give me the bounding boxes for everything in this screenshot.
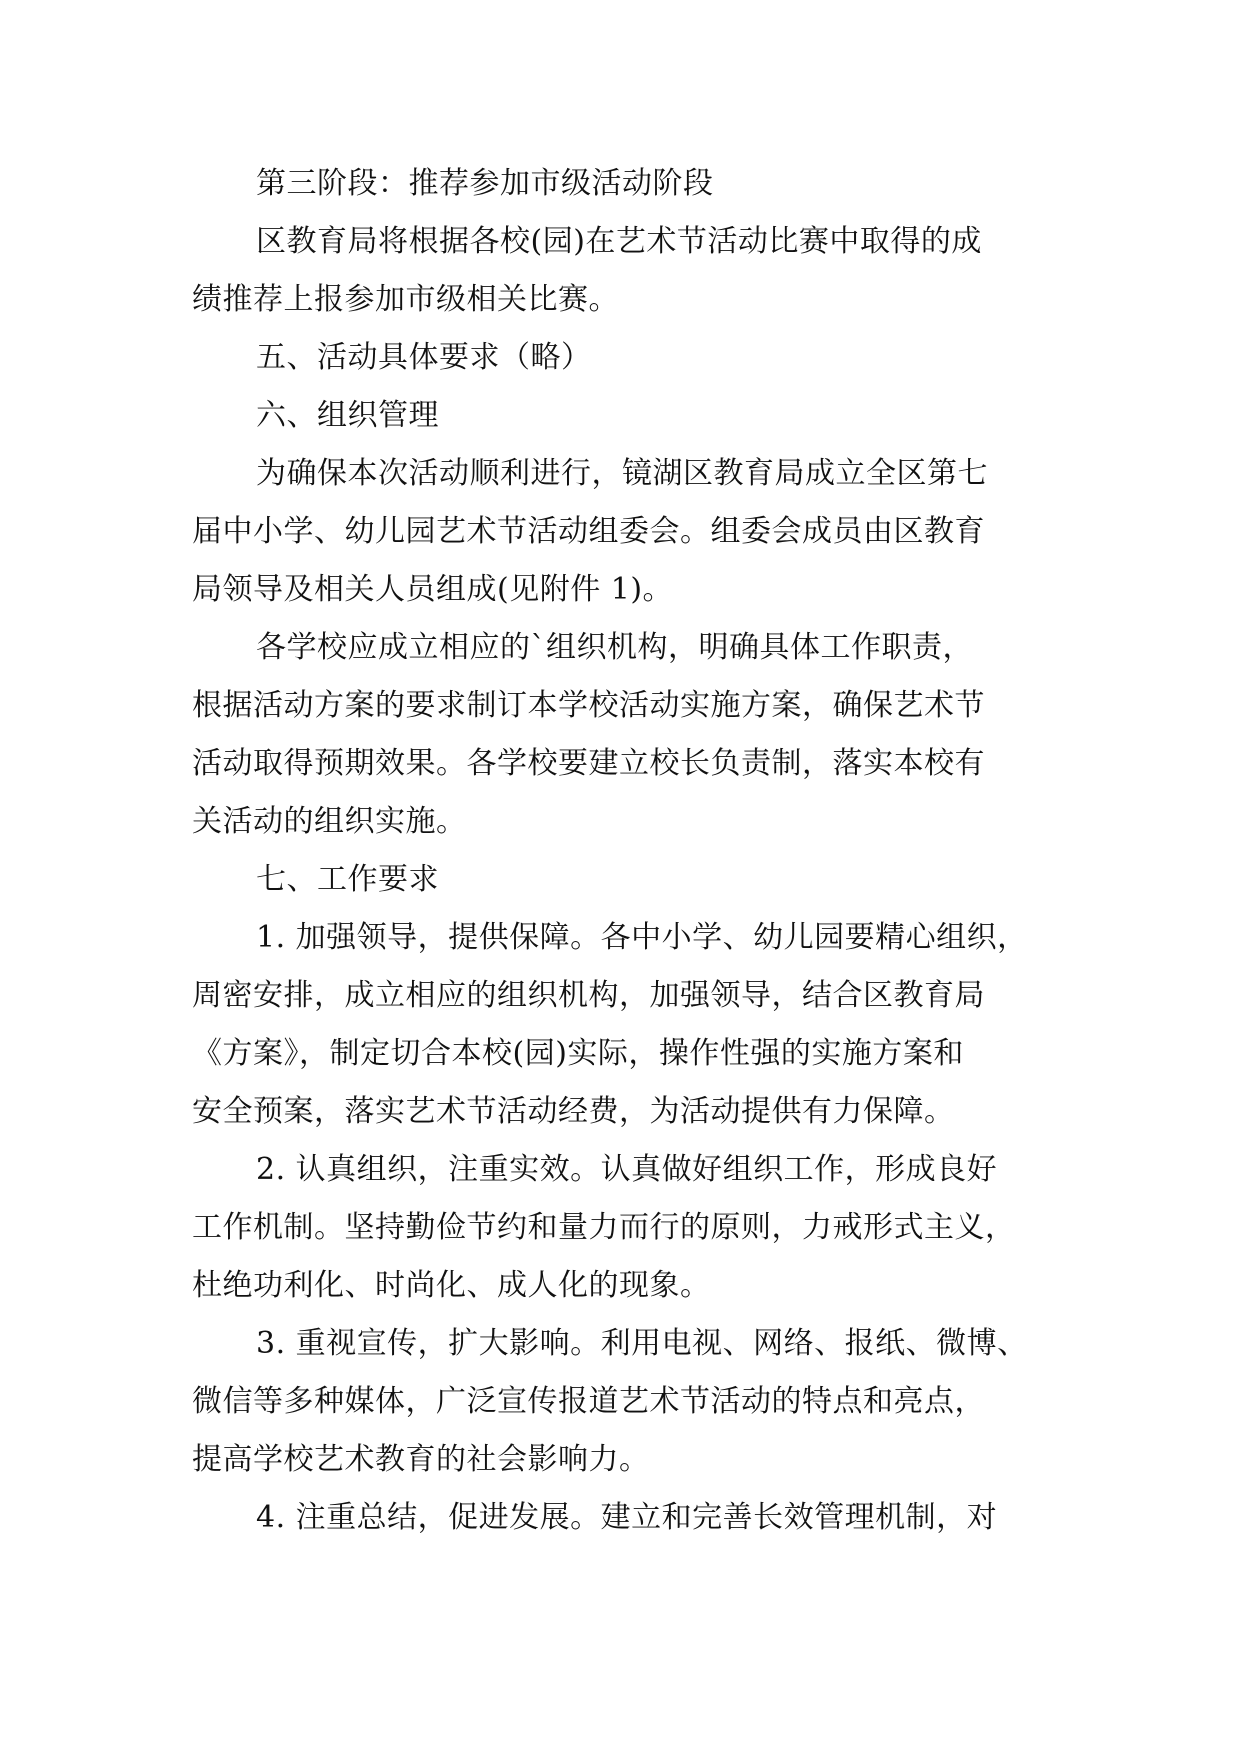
text-line: 区教育局将根据各校(园)在艺术节活动比赛中取得的成 [256,224,982,259]
text-line: 微信等多种媒体，广泛宣传报道艺术节活动的特点和亮点， [192,1384,985,1419]
text-line: 1. 加强领导，提供保障。各中小学、幼儿园要精心组织， [256,920,1028,955]
text-line: 绩推荐上报参加市级相关比赛。 [192,282,619,317]
text-line: 《方案》，制定切合本校(园)实际，操作性强的实施方案和 [192,1036,964,1071]
text-line: 周密安排，成立相应的组织机构，加强领导，结合区教育局 [192,978,985,1013]
document-body [192,155,1047,1547]
text-line: 4. 注重总结，促进发展。建立和完善长效管理机制，对 [256,1500,998,1535]
text-line: 3. 重视宣传，扩大影响。利用电视、网络、报纸、微博、 [256,1326,1028,1361]
text-line: 杜绝功利化、时尚化、成人化的现象。 [192,1268,711,1303]
text-line: 活动取得预期效果。各学校要建立校长负责制，落实本校有 [192,746,985,781]
text-line: 根据活动方案的要求制订本学校活动实施方案，确保艺术节 [192,688,985,723]
text-line: 局领导及相关人员组成(见附件 1)。 [192,572,674,607]
section-heading: 七、工作要求 [256,862,439,897]
text-line: 工作机制。坚持勤俭节约和量力而行的原则，力戒形式主义， [192,1210,1016,1245]
text-line: 第三阶段：推荐参加市级活动阶段 [256,166,714,201]
text-line: 为确保本次活动顺利进行，镜湖区教育局成立全区第七 [256,456,988,491]
text-line: 关活动的组织实施。 [192,804,467,839]
text-line: 提高学校艺术教育的社会影响力。 [192,1442,650,1477]
section-heading: 五、活动具体要求（略） [256,340,592,375]
text-line: 2. 认真组织，注重实效。认真做好组织工作，形成良好 [256,1152,998,1187]
section-heading: 六、组织管理 [256,398,439,433]
text-line: 届中小学、幼儿园艺术节活动组委会。组委会成员由区教育 [192,514,985,549]
text-line: 各学校应成立相应的`组织机构，明确具体工作职责， [256,630,973,665]
text-line: 安全预案，落实艺术节活动经费，为活动提供有力保障。 [192,1094,955,1129]
